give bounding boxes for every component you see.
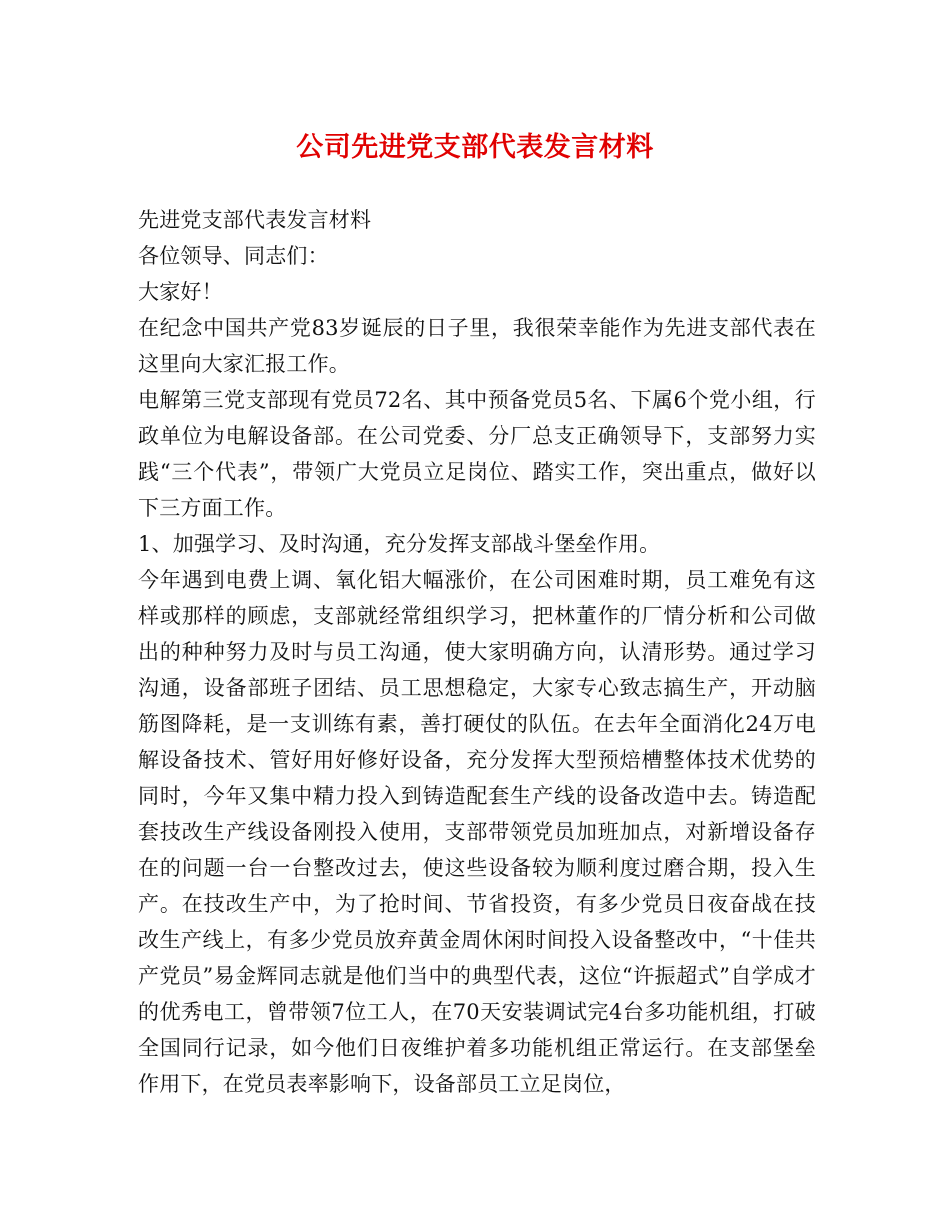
document-title: 公司先进党支部代表发言材料 — [296, 132, 654, 163]
document-body — [138, 202, 816, 1102]
paragraph-salutation: 各位领导、同志们： — [138, 244, 329, 268]
paragraph-greeting: 大家好！ — [138, 280, 223, 304]
paragraph-intro: 在纪念中国共产党83岁诞辰的日子里，我很荣幸能作为先进支部代表在这里向大家汇报工作。 — [138, 316, 816, 376]
paragraph-overview: 电解第三党支部现有党员72名、其中预备党员5名、下属6个党小组，行政单位为电解设备部。在公司党委、分厂总支正确领导下，支部努力实践“三个代表”，带领广大党员立足岗位、踏实工作，突出重点，做好以下三方面工作。 — [138, 388, 816, 520]
paragraph-section-body: 今年遇到电费上调、氧化铝大幅涨价，在公司困难时期，员工难免有这样或那样的顾虑，支部就经常组织学习，把林董作的厂情分析和公司做出的种种努力及时与员工沟通，使大家明确方向，认清形势。通过学习沟通，设备部班子团结、员工思想稳定，大家专心致志搞生产，开动脑筋图降耗，是一支训练有素，善打硬仗的队伍。在去年全面消化24万电解设备技术、管好用好修好设备，充分发挥大型预焙槽整体技术优势的同时，今年又集中精力投入到铸造配套生产线的设备改造中去。铸造配套技改生产线设备刚投入使用，支部带领党员加班加点，对新增设备存在的问题一台一台整改过去，使这些设备较为顺利度过磨合期，投入生产。在技改生产中，为了抢时间、节省投资，有多少党员日夜奋战在技改生产线上，有多少党员放弃黄金周休闲时间投入设备整改中，“十佳共产党员”易金辉同志就是他们当中的典型代表，这位“许振超式”自学成才的优秀电工，曾带领7位工人，在70天安装调试完4台多功能机组，打破全国同行记录，如今他们日夜维护着多功能机组正常运行。在支部堡垒作用下，在党员表率影响下，设备部员工立足岗位， — [138, 568, 816, 1096]
paragraph-section-heading: 1、加强学习、及时沟通，充分发挥支部战斗堡垒作用。 — [138, 532, 661, 556]
paragraph-subtitle: 先进党支部代表发言材料 — [138, 208, 372, 232]
